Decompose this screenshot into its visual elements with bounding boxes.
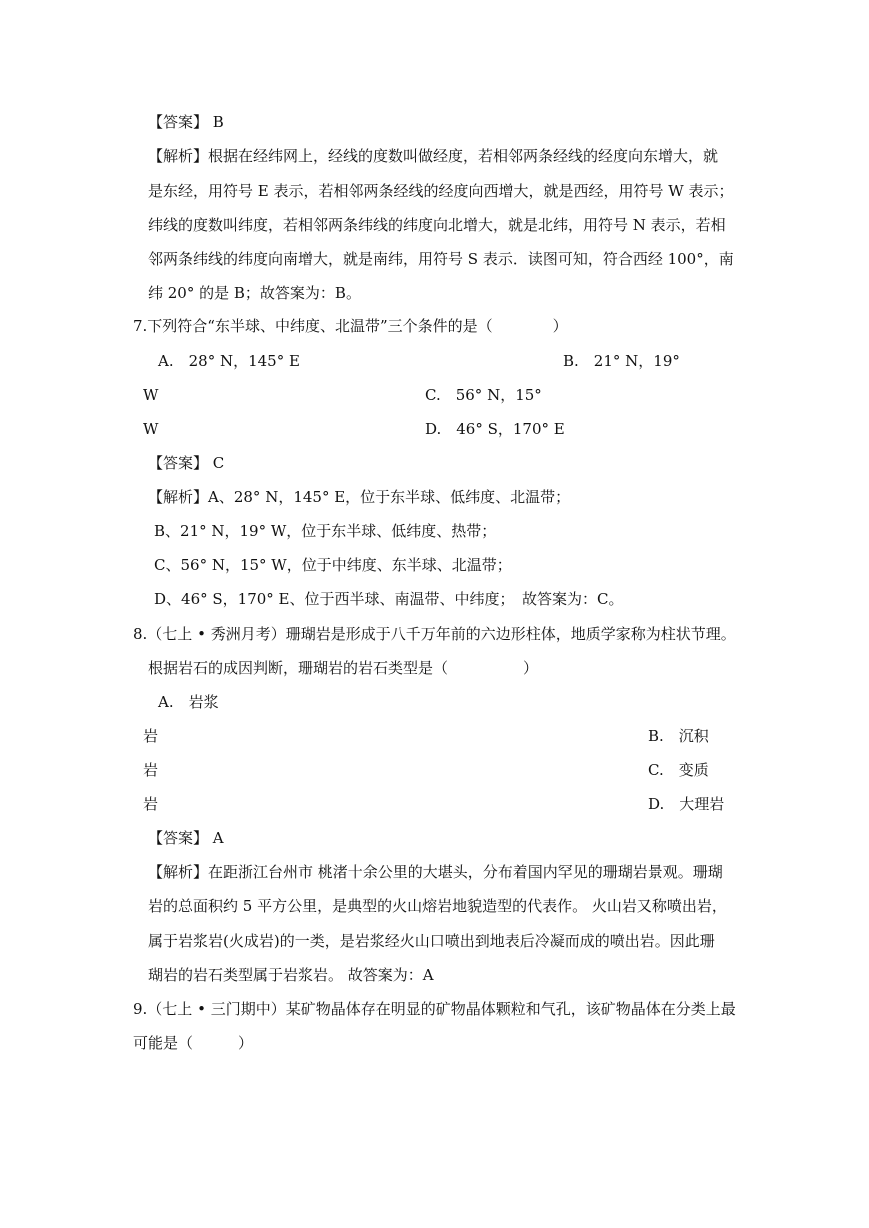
answer-value: B (212, 113, 224, 131)
q7-analysis-line-2: B、21° N，19° W，位于东半球、低纬度、热带； (154, 522, 497, 540)
q6-analysis-line-5: 纬 20° 的是 B；故答案为：B。 (148, 284, 361, 302)
q8-answer (148, 828, 224, 848)
q8-option-d: D. 大理岩 (648, 795, 725, 813)
q7-option-c: C. 56° N，15° (425, 386, 542, 404)
q8-analysis-line-3: 属于岩浆岩(火成岩)的一类，是岩浆经火山口喷出到地表后冷凝而成的喷出岩。因此珊 (148, 932, 715, 950)
q7-analysis-line-1: 【解析】A、28° N，145° E，位于东半球、低纬度、北温带； (148, 488, 571, 506)
q8-stem-line-2: 根据岩石的成因判断，珊瑚岩的岩石类型是（ ） (148, 659, 539, 677)
q6-analysis-line-3: 纬线的度数叫纬度，若相邻两条纬线的纬度向北增大，就是北纬，用符号 N 表示，若相 (148, 216, 726, 234)
q6-analysis-line-4: 邻两条纬线的纬度向南增大，就是南纬，用符号 S 表示．读图可知，符合西经 100°，南 (148, 250, 734, 268)
q8-analysis-line-1: 【解析】在距浙江台州市 桃渚十余公里的大堪头，分布着国内罕见的珊瑚岩景观。珊瑚 (148, 863, 723, 881)
q8-option-a: A. 岩浆 (158, 693, 219, 711)
analysis-tag: 【解析】 (148, 863, 209, 881)
analysis-tag: 【解析】 (148, 147, 209, 165)
answer-tag: 【答案】 (148, 113, 209, 131)
q9-stem-line-2: 可能是（ ） (133, 1034, 254, 1052)
q7-option-a: A. 28° N，145° E (158, 352, 300, 370)
analysis-tag: 【解析】 (148, 488, 209, 506)
q8-option-a-wrap: 岩 (143, 727, 159, 745)
q7-analysis-line-4: D、46° S，170° E、位于西半球、南温带、中纬度； 故答案为：C。 (154, 590, 624, 608)
answer-tag: 【答案】 (148, 829, 209, 847)
answer-value: A (212, 829, 224, 847)
q7-option-b: B. 21° N，19° (563, 352, 680, 370)
answer-tag: 【答案】 (148, 454, 209, 472)
q7-stem: 7.下列符合“东半球、中纬度、北温带”三个条件的是（ ） (133, 317, 568, 335)
answer-value: C (212, 454, 225, 472)
q9-stem-line-1: 9.（七上 • 三门期中）某矿物晶体存在明显的矿物晶体颗粒和气孔，该矿物晶体在分类上最 (133, 1000, 736, 1018)
q8-option-c-wrap: 岩 (143, 795, 159, 813)
q6-analysis-line-1: 【解析】根据在经纬网上，经线的度数叫做经度，若相邻两条经线的经度向东增大，就 (148, 147, 719, 165)
q7-option-d: D. 46° S，170° E (425, 420, 565, 438)
q8-option-b: B. 沉积 (648, 727, 709, 745)
q7-option-c-wrap: W (143, 420, 159, 438)
q8-analysis-line-2: 岩的总面积约 5 平方公里，是典型的火山熔岩地貌造型的代表作。 火山岩又称喷出岩， (148, 897, 727, 915)
q6-answer (148, 112, 224, 132)
q8-stem-line-1: 8.（七上 • 秀洲月考）珊瑚岩是形成于八千万年前的六边形柱体，地质学家称为柱状节理。 (133, 625, 736, 643)
q7-analysis-line-3: C、56° N，15° W，位于中纬度、东半球、北温带； (154, 556, 512, 574)
q8-option-b-wrap: 岩 (143, 761, 159, 779)
q8-option-c: C. 变质 (648, 761, 709, 779)
q6-analysis-line-2: 是东经，用符号 E 表示，若相邻两条经线的经度向西增大，就是西经，用符号 W 表示； (148, 182, 734, 200)
q8-analysis-line-4: 瑚岩的岩石类型属于岩浆岩。 故答案为：A (148, 966, 434, 984)
q7-answer (148, 453, 224, 473)
q7-option-b-wrap: W (143, 386, 159, 404)
